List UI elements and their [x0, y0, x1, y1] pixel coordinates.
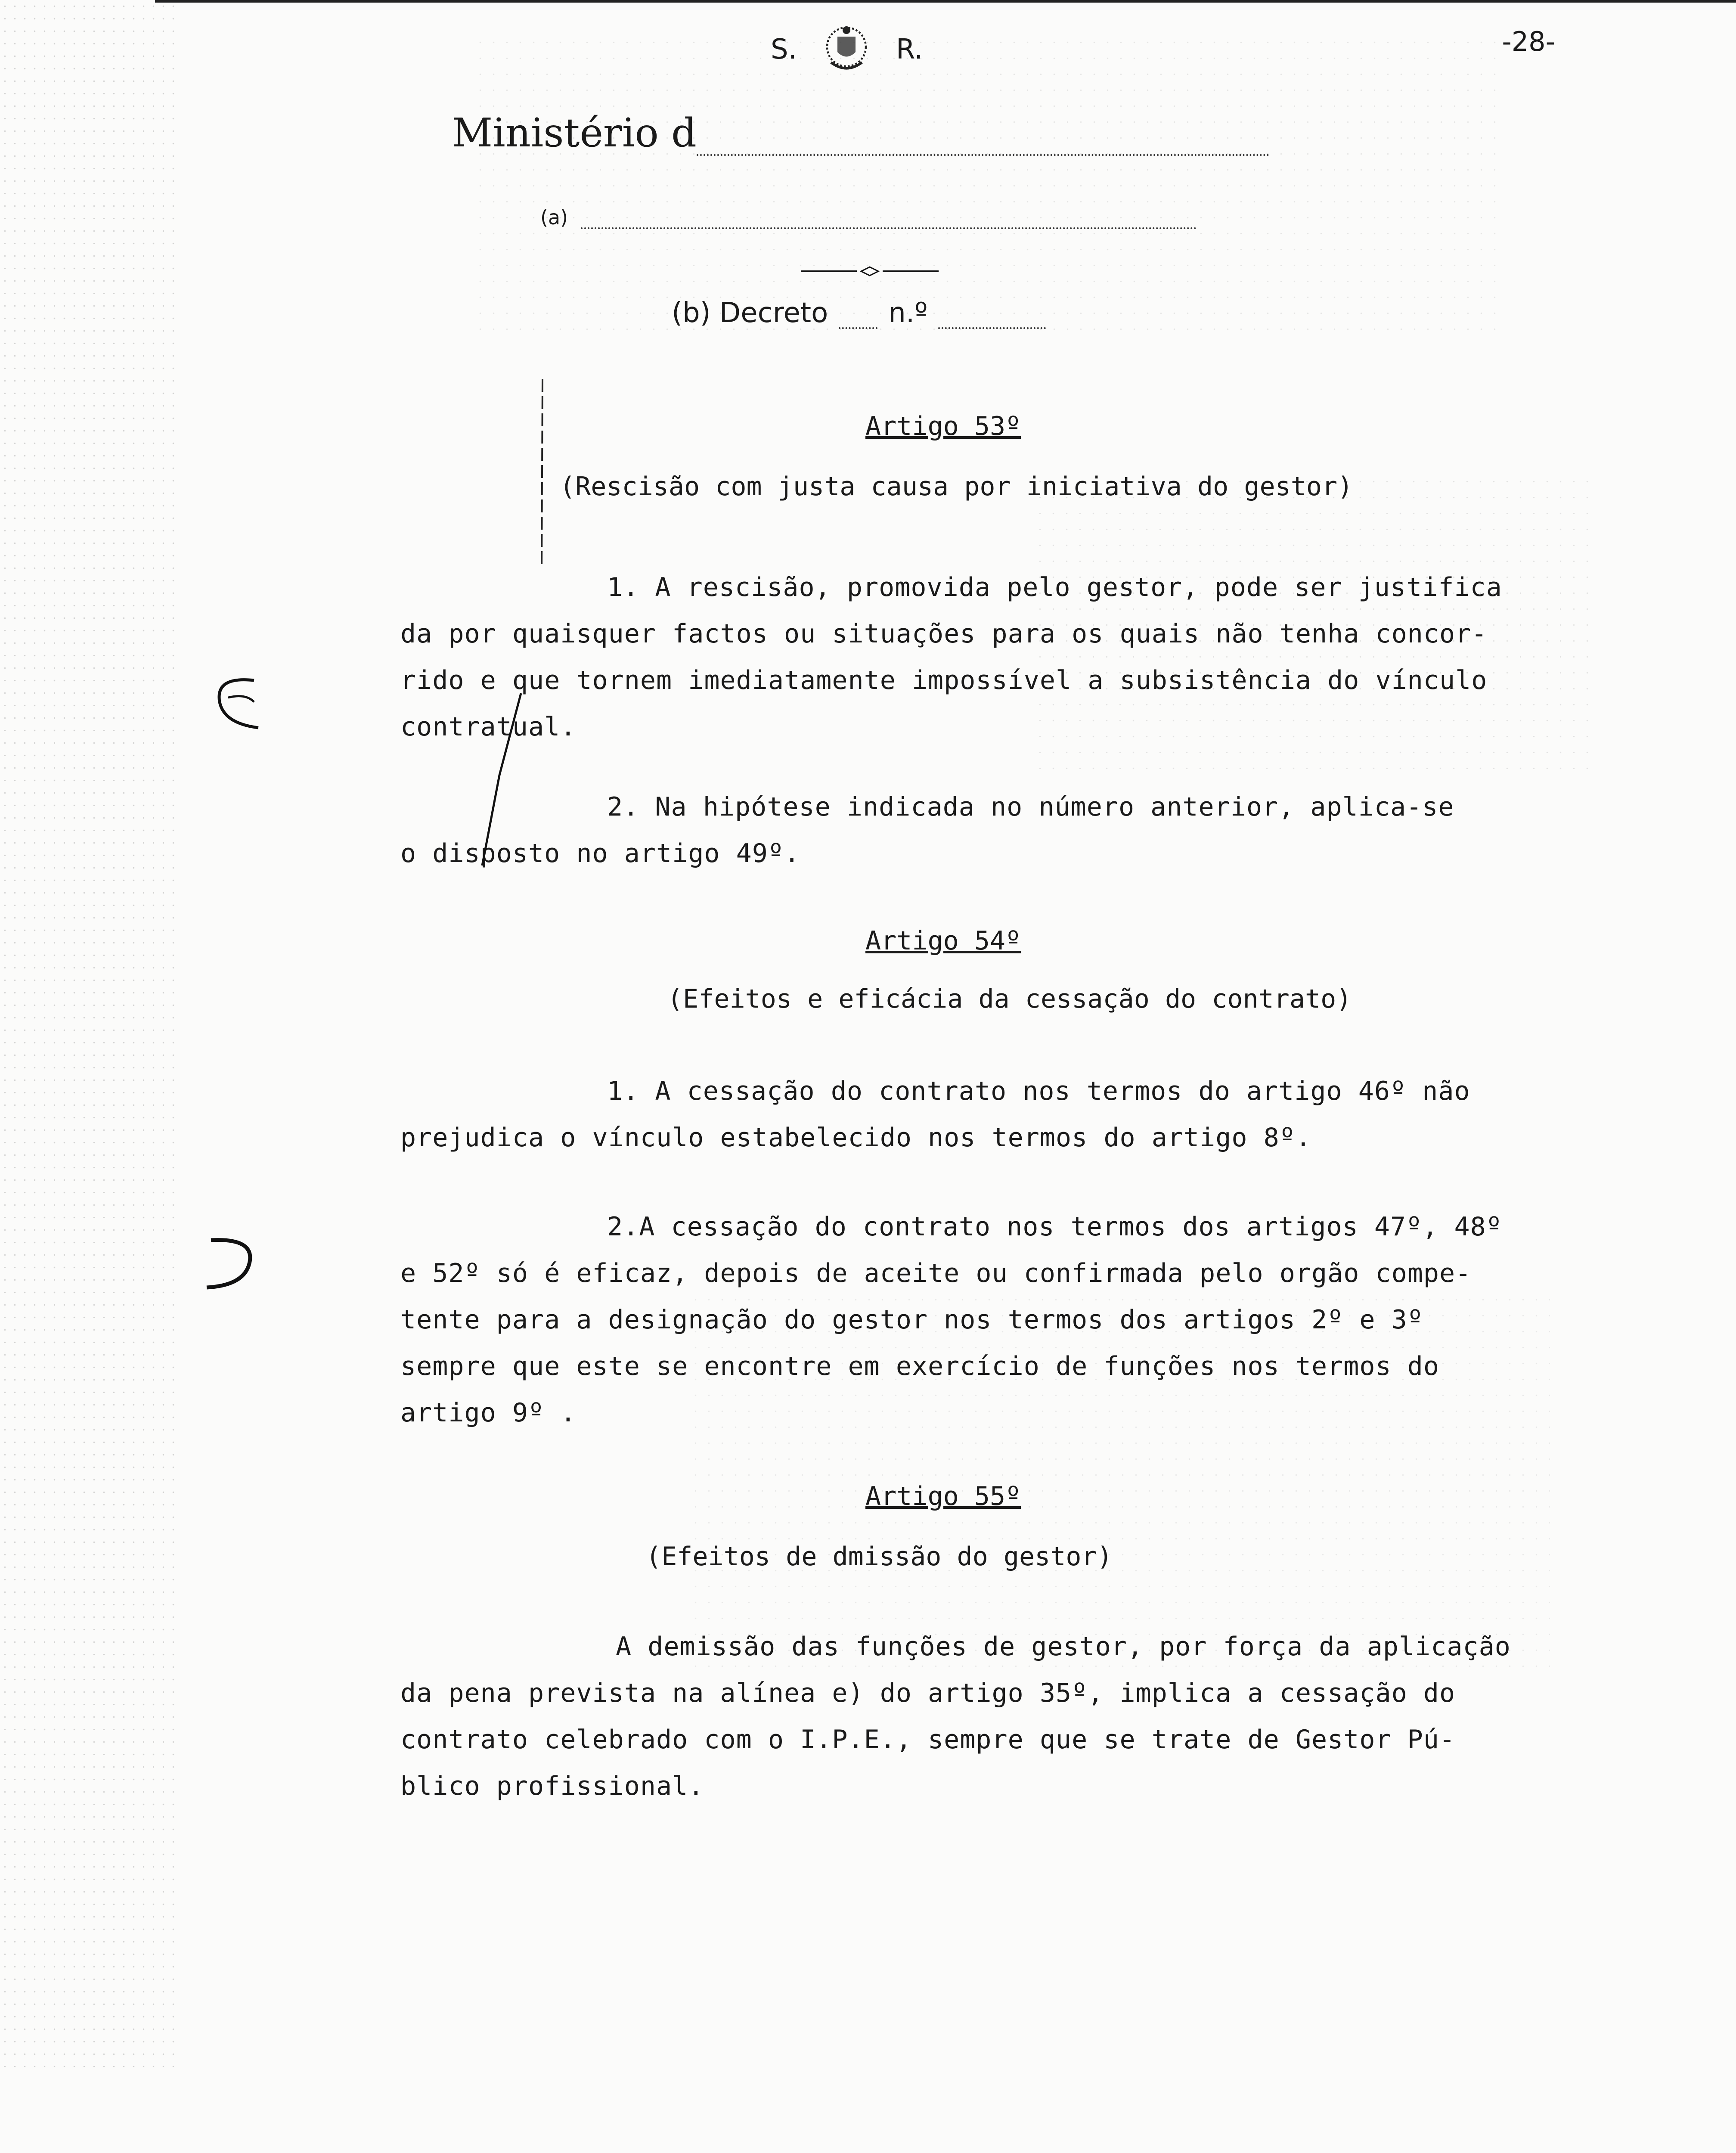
ministerio-blank [697, 128, 1269, 156]
header-left-letter: S. [771, 34, 797, 65]
decreto-prefix: (b) Decreto [672, 297, 828, 329]
coat-of-arms-seal-icon [814, 17, 879, 82]
handwritten-vertical-mark-icon [534, 379, 551, 568]
paragraph-line: tente para a designação do gestor nos termos dos artigos 2º e 3º [400, 1305, 1423, 1335]
decreto-number-blank [938, 310, 1046, 329]
ministerio-label: Ministério d [452, 110, 697, 156]
header-right-letter: R. [896, 34, 923, 65]
direccao-label: (a) [540, 206, 568, 229]
decreto-number-label: n.º [888, 297, 928, 329]
paragraph-line: artigo 9º . [400, 1398, 577, 1428]
scan-noise-header [474, 34, 1507, 336]
paragraph-line: e 52º só é eficaz, depois de aceite ou confirmada pelo orgão compe- [400, 1258, 1472, 1288]
paragraph-line: A demissão das funções de gestor, por força da aplicação [616, 1632, 1511, 1662]
handwritten-reverse-bracket-mark-icon [189, 1232, 267, 1300]
paragraph-line: contratual. [400, 712, 577, 742]
direccao-blank [581, 214, 1197, 229]
article-55-heading: Artigo 55º [865, 1481, 1021, 1511]
paragraph-line: contrato celebrado com o I.P.E., sempre que se trate de Gestor Pú- [400, 1725, 1456, 1755]
article-54-paragraph-1 [400, 1068, 1563, 1161]
scan-noise-left-margin [0, 0, 181, 2067]
page-number: -28- [1502, 26, 1555, 57]
paragraph-line: 1. A cessação do contrato nos termos do artigo 46º não [607, 1076, 1470, 1106]
article-53-heading: Artigo 53º [865, 411, 1021, 441]
paragraph-line: rido e que tornem imediatamente impossível a subsistência do vínculo [400, 665, 1488, 695]
decreto-line [672, 297, 1046, 329]
handwritten-slash-mark-icon [465, 689, 534, 870]
direccao-line [540, 206, 1197, 229]
handwritten-bracket-mark-icon [202, 672, 280, 741]
article-54-paragraph-2 [400, 1204, 1563, 1436]
paragraph-line: 2.A cessação do contrato nos termos dos artigos 47º, 48º [607, 1212, 1502, 1242]
decreto-type-blank [839, 310, 877, 329]
article-53-paragraph-1 [400, 564, 1563, 750]
paragraph-line: prejudica o vínculo estabelecido nos termos do artigo 8º. [400, 1123, 1312, 1153]
paragraph-line: blico profissional. [400, 1771, 704, 1801]
paragraph-line: da pena prevista na alínea e) do artigo 35º, implica a cessação do [400, 1678, 1456, 1708]
article-53-subtitle: (Rescisão com justa causa por iniciativa do gestor) [560, 472, 1353, 502]
top-rule [155, 0, 1736, 3]
paragraph-line: o disposto no artigo 49º. [400, 838, 800, 869]
ornamental-divider [801, 263, 939, 280]
paragraph-line: sempre que este se encontre em exercício de funções nos termos do [400, 1351, 1439, 1381]
paragraph-line: 1. A rescisão, promovida pelo gestor, pode ser justifica [607, 572, 1502, 602]
article-54-subtitle: (Efeitos e eficácia da cessação do contrato) [667, 984, 1352, 1014]
paragraph-line: 2. Na hipótese indicada no número anterior, aplica-se [607, 792, 1454, 822]
paragraph-line: da por quaisquer factos ou situações para os quais não tenha concor- [400, 619, 1488, 649]
article-54-heading: Artigo 54º [865, 926, 1021, 956]
ministerio-line [452, 110, 1269, 156]
header-letterhead [771, 17, 923, 82]
article-55-subtitle: (Efeitos de dmissão do gestor) [646, 1542, 1113, 1572]
article-55-paragraph-1 [400, 1623, 1563, 1809]
article-53-paragraph-2 [400, 784, 1563, 877]
